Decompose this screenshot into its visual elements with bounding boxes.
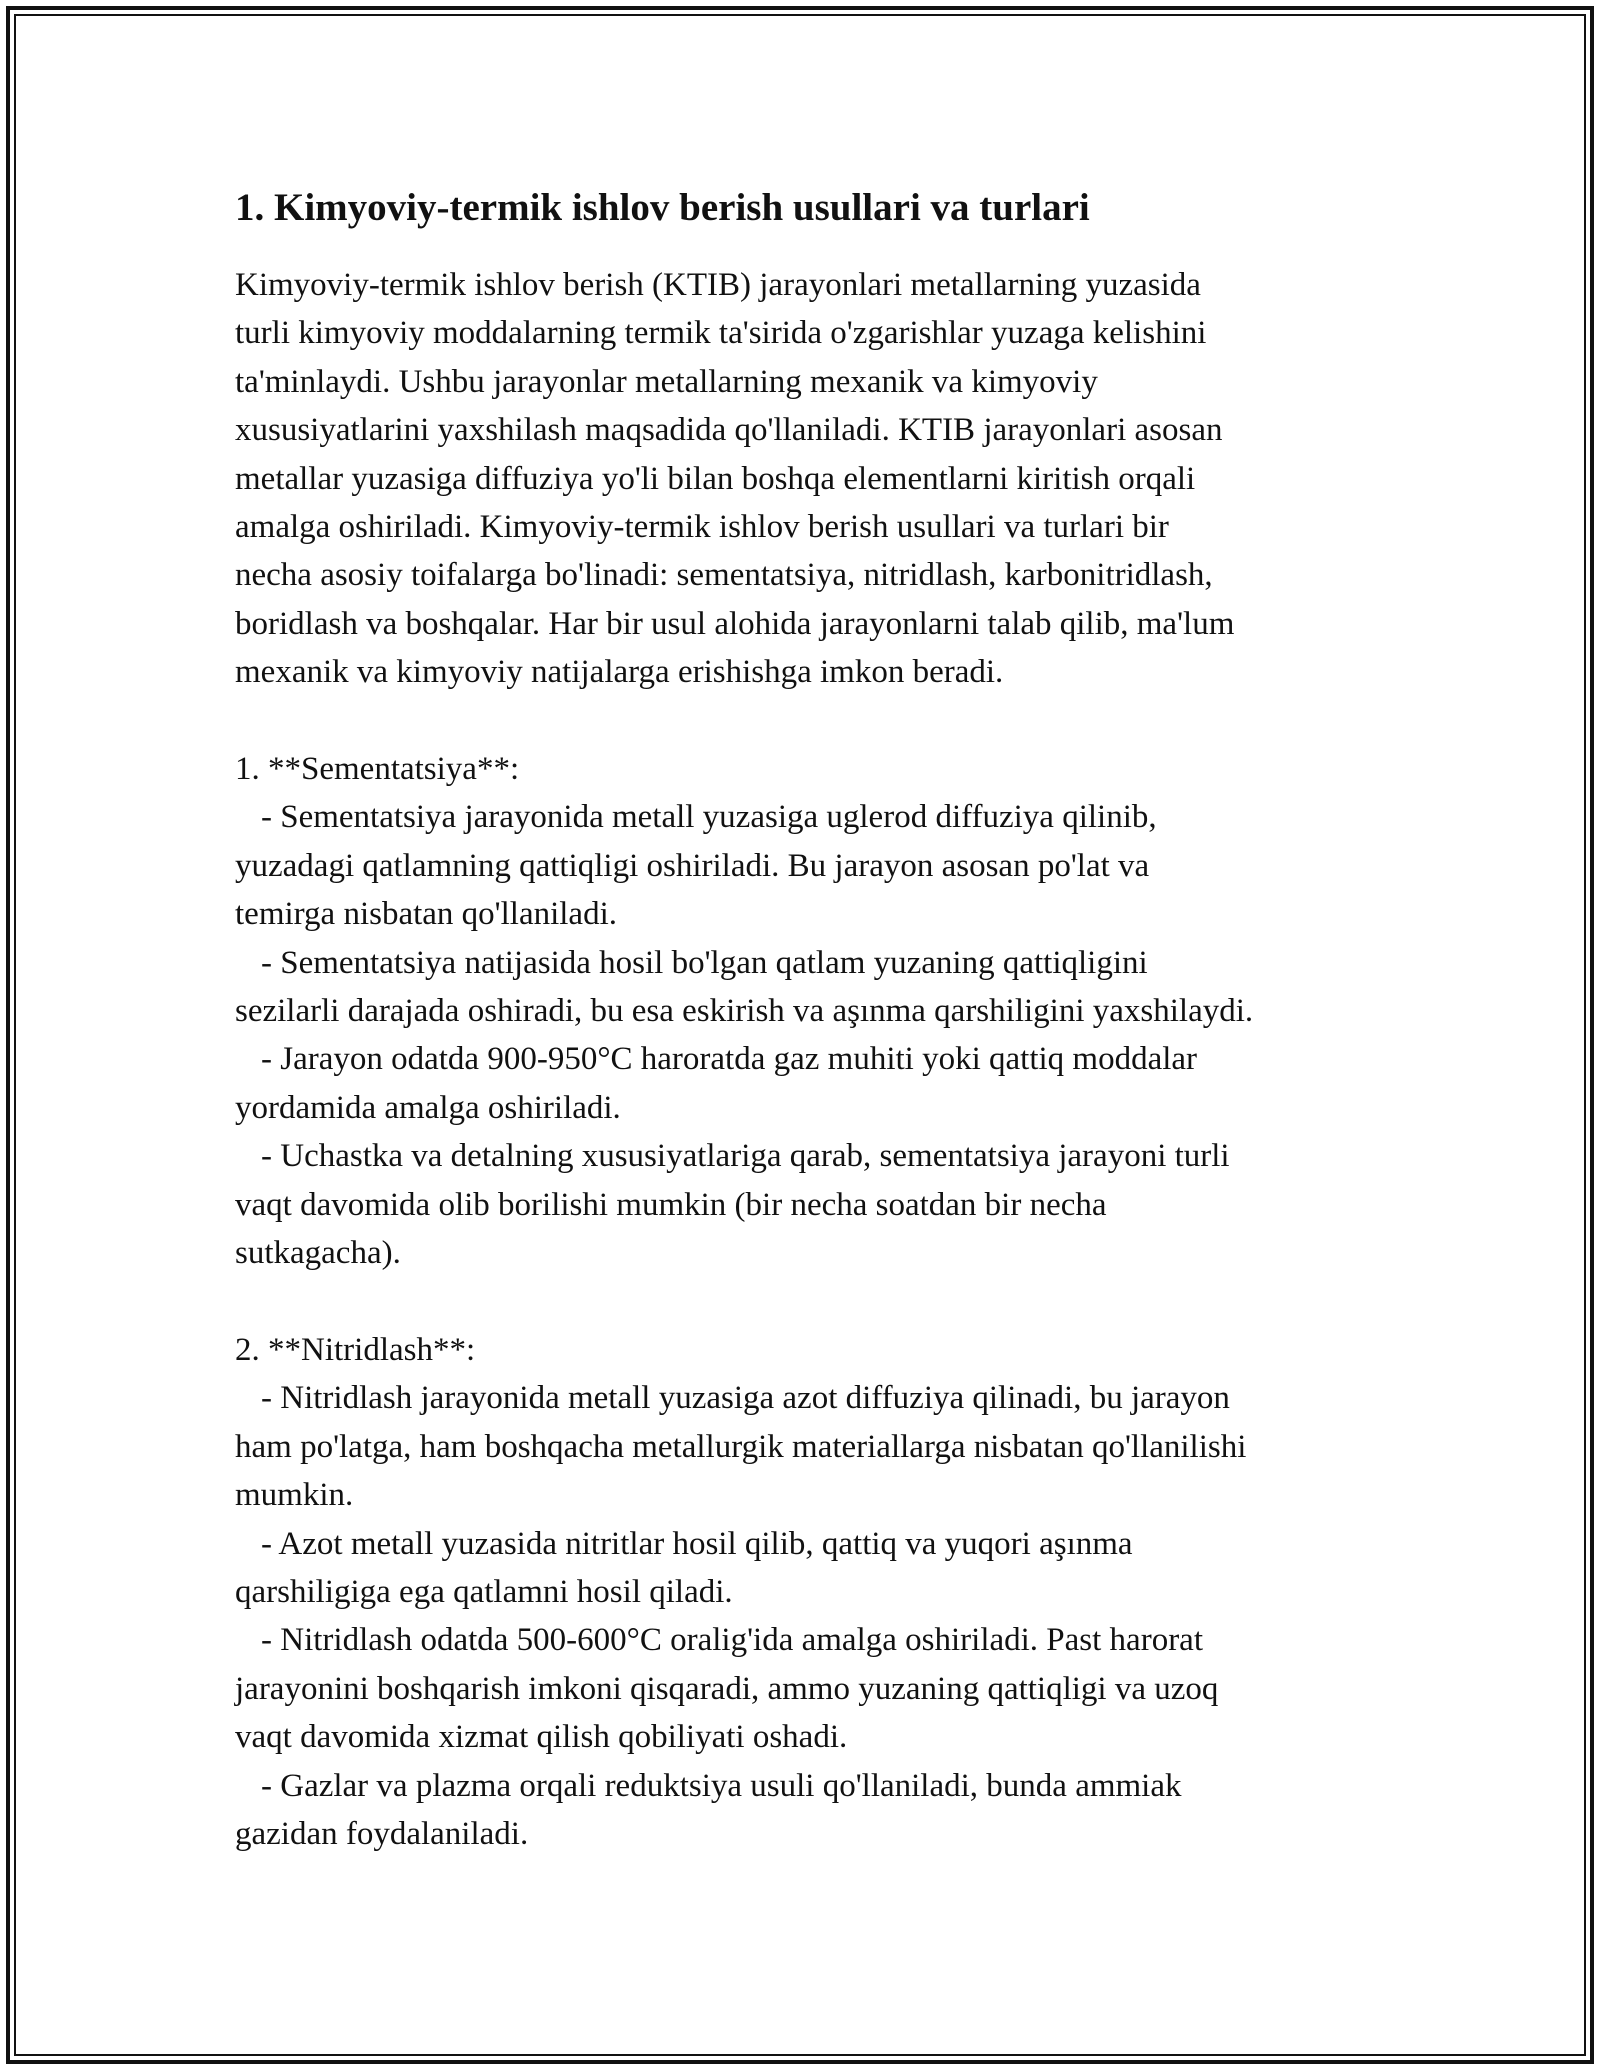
bullet-item: - Sementatsiya jarayonida metall yuzasiga uglerod diffuziya qilinib, yuzadagi qatlamning qattiqligi oshiriladi. Bu jarayon asosan po'lat va temirga nisbatan qo'llaniladi.	[235, 799, 1157, 933]
section-sementatsiya	[235, 745, 1385, 1277]
section-spacer	[235, 1278, 1385, 1326]
bullet-item: - Uchastka va detalning xususiyatlariga qarab, sementatsiya jarayoni turli vaqt davomida olib borilishi mumkin (bir necha soatdan bir necha sutkagacha).	[235, 1138, 1230, 1272]
section-spacer	[235, 697, 1385, 745]
section-nitridlash	[235, 1326, 1385, 1858]
bullet-item: - Jarayon odatda 900-950°C haroratda gaz muhiti yoki qattiq moddalar yordamida amalga oshiriladi.	[235, 1041, 1198, 1126]
section-title: 1. **Sementatsiya**:	[235, 751, 520, 788]
bullet-item: - Nitridlash odatda 500-600°C oralig'ida amalga oshiriladi. Past harorat jarayonini boshqarish imkoni qisqaradi, ammo yuzaning qattiqligi va uzoq vaqt davomida xizmat qilish qobiliyati oshadi.	[235, 1622, 1219, 1756]
bullet-item: - Sementatsiya natijasida hosil bo'lgan qatlam yuzaning qattiqligini sezilarli darajada oshiradi, bu esa eskirish va aşınma qarshiligini yaxshilaydi.	[235, 944, 1254, 1030]
intro-paragraph: Kimyoviy-termik ishlov berish (KTIB) jarayonlari metallarning yuzasida turli kimyoviy moddalarning termik ta'sirida o'zgarishlar yuzaga kelishini ta'minlaydi. Ushbu jarayonlar metallarning mexanik va kimyoviy xususiyatlarini yaxshilash maqsadida qo'llaniladi. KTIB jarayonlari asosan metallar yuzasiga diffuziya yo'li bilan boshqa elementlarni kiritish orqali amalga oshiriladi. Kimyoviy-termik ishlov berish usullari va turlari bir necha asosiy toifalarga bo'linadi: sementatsiya, nitridlash, karbonitridlash, boridlash va boshqalar. Har bir usul alohida jarayonlarni talab qilib, ma'lum mexanik va kimyoviy natijalarga erishishga imkon beradi.	[235, 267, 1235, 691]
document-body	[235, 180, 1385, 1858]
bullet-item: - Gazlar va plazma orqali reduktsiya usuli qo'llaniladi, bunda ammiak gazidan foydalaniladi.	[235, 1767, 1182, 1852]
section-title: 2. **Nitridlash**:	[235, 1331, 476, 1368]
bullet-item: - Azot metall yuzasida nitritlar hosil qilib, qattiq va yuqori aşınma qarshiligiga ega qatlamni hosil qiladi.	[235, 1525, 1133, 1610]
bullet-item: - Nitridlash jarayonida metall yuzasiga azot diffuziya qilinadi, bu jarayon ham po'latga, ham boshqacha metallurgik materiallarga nisbatan qo'llanilishi mumkin.	[235, 1380, 1247, 1514]
document-heading: 1. Kimyoviy-termik ishlov berish usullari va turlari	[235, 186, 1090, 229]
